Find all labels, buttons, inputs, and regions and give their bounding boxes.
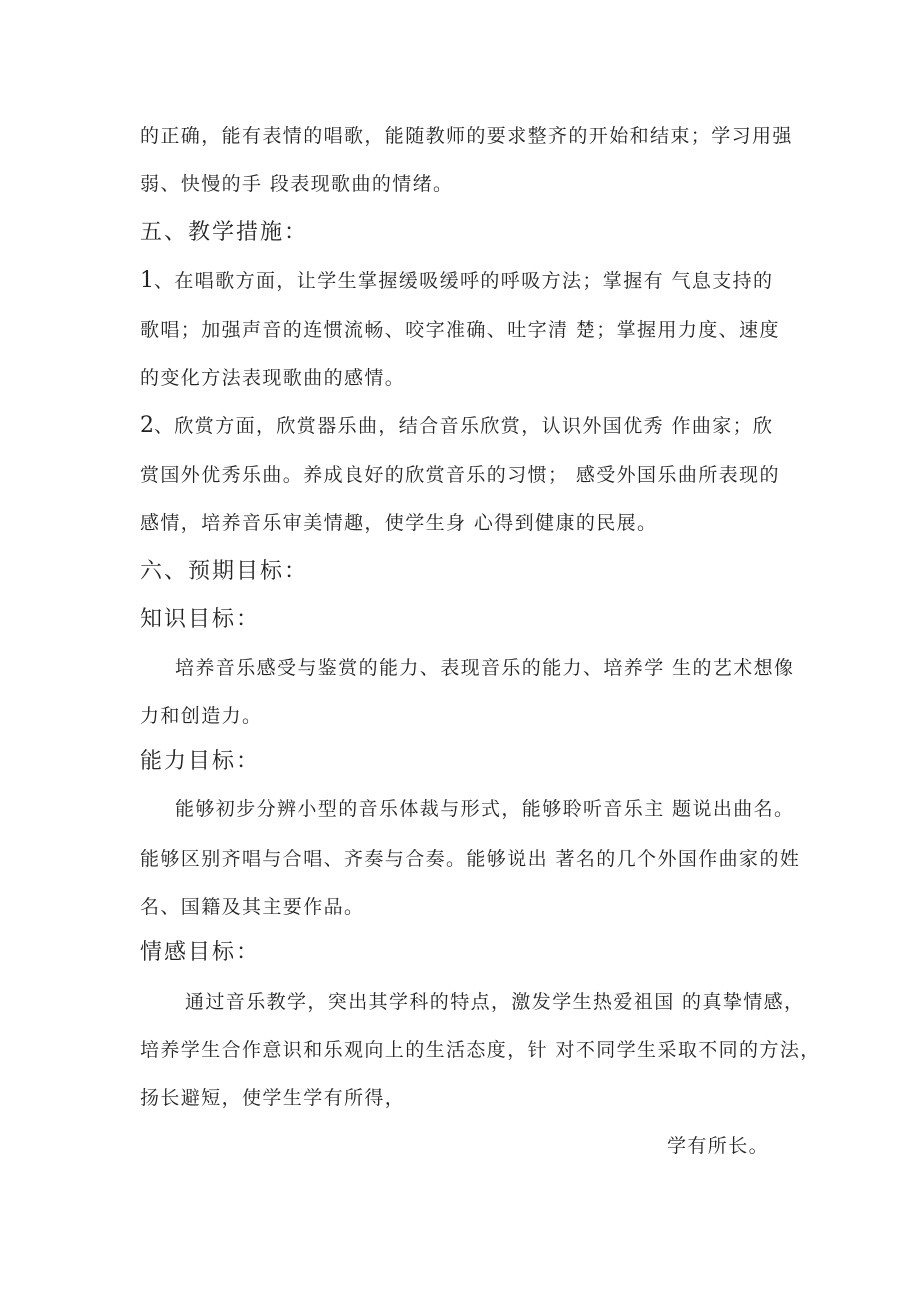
paragraph-line: 培养学生合作意识和乐观向上的生活态度，针 对不同学生采取不同的方法， (140, 1039, 821, 1061)
paragraph-line: 力和创造力。 (140, 705, 263, 727)
paragraph-line: 培养音乐感受与鉴赏的能力、表现音乐的能力、培养学 生的艺术想像 (175, 657, 795, 679)
subsection-heading: 知识目标： (140, 607, 261, 632)
paragraph-line: 弱、快慢的手 段表现歌曲的情绪。 (140, 173, 454, 195)
paragraph-line: 扬长避短，使学生学有所得， (140, 1087, 406, 1109)
paragraph-line: 学有所长。 (667, 1135, 770, 1157)
subsection-heading: 能力目标： (140, 749, 261, 774)
item-number: 2 (140, 413, 154, 438)
paragraph-line: 的正确，能有表情的唱歌，能随教师的要求整齐的开始和结束；学习用强 (140, 125, 793, 147)
subsection-heading: 情感目标： (140, 940, 261, 965)
paragraph-line: 感情，培养音乐审美情趣，使学生身 心得到健康的民展。 (140, 512, 658, 534)
paragraph-line: 能够区别齐唱与合唱、齐奏与合奏。能够说出 著名的几个外国作曲家的姓 (140, 848, 801, 870)
section-heading: 五、教学措施： (140, 220, 309, 245)
paragraph-line: 通过音乐教学，突出其学科的特点，激发学生热爱祖国 的真挚情感， (185, 991, 805, 1013)
paragraph-line: 、在唱歌方面，让学生掌握缓吸缓呼的呼吸方法；掌握有 气息支持的 (154, 270, 774, 292)
item-number: 1 (140, 268, 154, 293)
paragraph-line: 名、国籍及其主要作品。 (140, 896, 365, 918)
paragraph-line: 、欣赏方面，欣赏器乐曲，结合音乐欣赏，认识外国优秀 作曲家；欣 (154, 415, 774, 437)
section-heading: 六、预期目标： (140, 559, 309, 584)
paragraph-line: 能够初步分辨小型的音乐体裁与形式，能够聆听音乐主 题说出曲名。 (175, 798, 795, 820)
paragraph-line: 歌唱；加强声音的连惯流畅、咬字准确、吐字清 楚；掌握用力度、速度 (140, 319, 780, 341)
paragraph-line: 赏国外优秀乐曲。养成良好的欣赏音乐的习惯； 感受外国乐曲所表现的 (140, 464, 780, 486)
paragraph-line: 的变化方法表现歌曲的感情。 (140, 367, 406, 389)
